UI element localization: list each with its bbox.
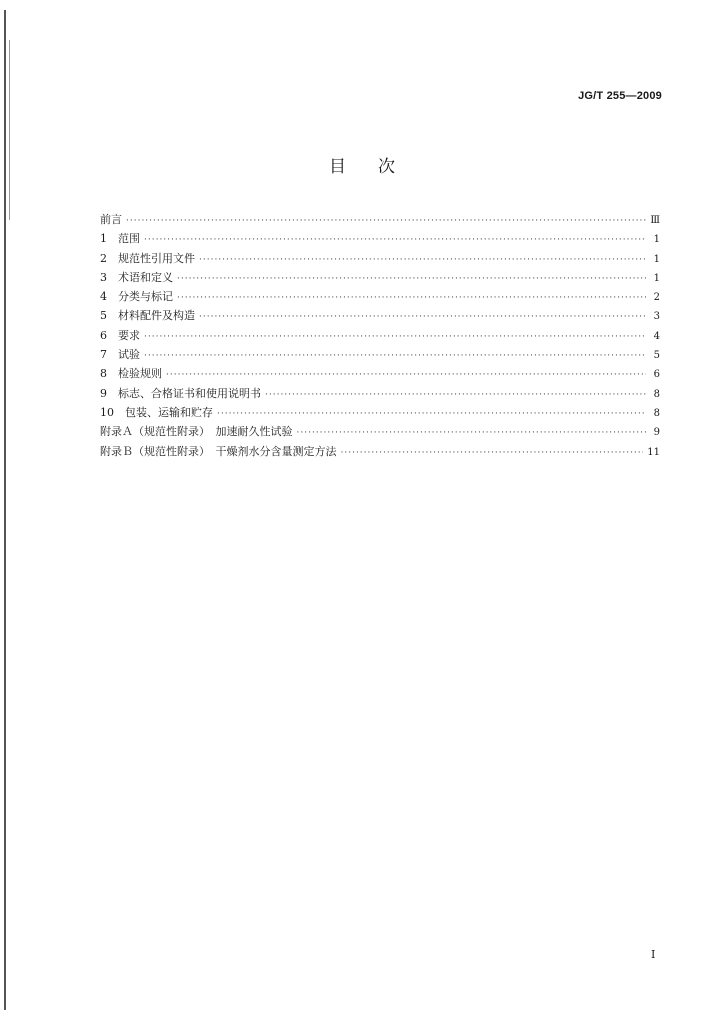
toc-entry-label: 3 术语和定义	[100, 270, 173, 284]
toc-entry-normative-references[interactable]	[100, 250, 660, 269]
toc-entry-classification[interactable]	[100, 288, 660, 307]
toc-entry-materials[interactable]	[100, 307, 660, 326]
toc-entry-terms-definitions[interactable]	[100, 269, 660, 288]
toc-entry-page: 8	[653, 388, 660, 400]
toc-entry-label: 1 范围	[100, 232, 140, 246]
table-of-contents	[100, 211, 660, 462]
toc-entry-label: 10 包装、运输和贮存	[100, 405, 213, 419]
toc-entry-page: 4	[653, 330, 660, 342]
toc-entry-page: 9	[653, 427, 660, 439]
toc-entry-label: 4 分类与标记	[100, 290, 173, 304]
toc-entry-page: 1	[653, 234, 660, 246]
toc-entry-page: 1	[653, 272, 660, 284]
dot-leader	[166, 370, 646, 380]
dot-leader	[265, 390, 646, 400]
toc-entry-packaging[interactable]	[100, 404, 660, 423]
scan-edge-line-secondary	[9, 40, 10, 220]
dot-leader	[217, 409, 646, 419]
toc-entry-foreword[interactable]	[100, 211, 660, 230]
toc-entry-page: 2	[653, 292, 660, 304]
toc-entry-label: 6 要求	[100, 328, 140, 342]
page-number: Ⅰ	[651, 948, 656, 961]
toc-entry-label: 5 材料配件及构造	[100, 309, 195, 323]
toc-entry-page: 3	[653, 311, 660, 323]
dot-leader	[144, 235, 646, 245]
toc-entry-inspection-rules[interactable]	[100, 365, 660, 384]
toc-entry-label: 附录Ａ（规范性附录） 加速耐久性试验	[100, 425, 293, 439]
dot-leader	[144, 332, 646, 342]
toc-entry-page: 6	[653, 369, 660, 381]
toc-entry-page: 5	[653, 350, 660, 362]
toc-entry-annex-a[interactable]	[100, 423, 660, 442]
toc-entry-marking[interactable]	[100, 385, 660, 404]
dot-leader	[126, 216, 646, 226]
document-code: JG/T 255—2009	[578, 90, 662, 102]
toc-entry-page: 8	[653, 407, 660, 419]
toc-entry-label: 7 试验	[100, 348, 140, 362]
toc-entry-label: 附录Ｂ（规范性附录） 干燥剂水分含量测定方法	[100, 444, 337, 458]
dot-leader	[177, 293, 646, 303]
toc-entry-tests[interactable]	[100, 346, 660, 365]
toc-entry-label: 8 检验规则	[100, 367, 162, 381]
toc-entry-page: 11	[647, 446, 660, 458]
toc-entry-page: Ⅲ	[650, 215, 660, 226]
toc-entry-scope[interactable]	[100, 230, 660, 249]
dot-leader	[341, 448, 644, 458]
dot-leader	[199, 255, 646, 265]
toc-title: 目次	[329, 157, 427, 177]
toc-entry-label: 9 标志、合格证书和使用说明书	[100, 386, 261, 400]
dot-leader	[177, 274, 646, 284]
toc-entry-requirements[interactable]	[100, 327, 660, 346]
toc-entry-label: 前言	[100, 213, 122, 226]
dot-leader	[199, 312, 646, 322]
toc-entry-page: 1	[653, 253, 660, 265]
toc-entry-annex-b[interactable]	[100, 443, 660, 462]
dot-leader	[297, 428, 647, 438]
dot-leader	[144, 351, 646, 361]
toc-entry-label: 2 规范性引用文件	[100, 251, 195, 265]
